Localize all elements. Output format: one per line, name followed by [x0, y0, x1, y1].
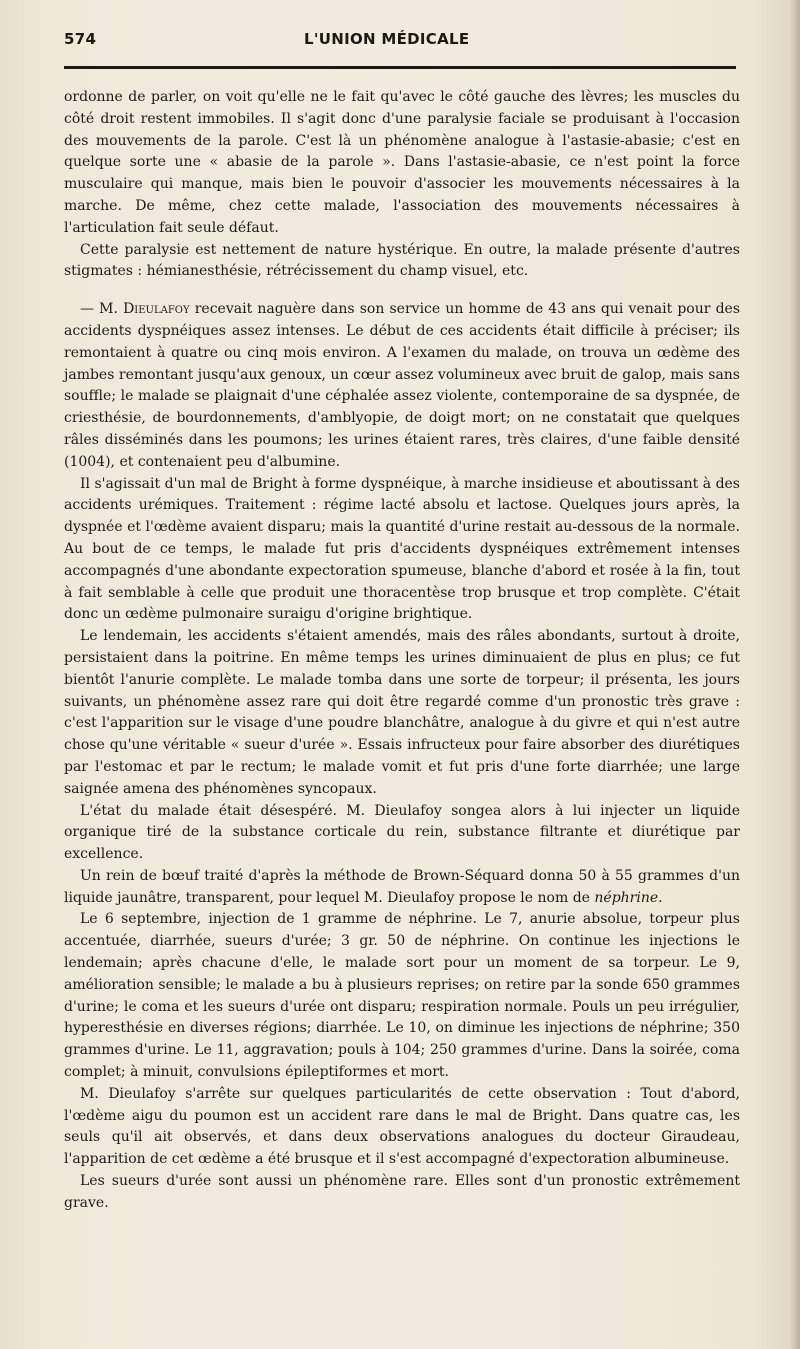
paragraph-2: Cette paralysie est nettement de nature hystérique. En outre, la malade présente d'autres stigmates : hémianesthésie, rétrécissement du champ visuel, etc.	[64, 241, 740, 280]
paragraph-6: L'état du malade était désespéré. M. Dieulafoy songea alors à lui injecter un liquide organique tiré de la substance corticale du rein, substance filtrante et diurétique par excellence.	[64, 802, 740, 863]
header-rule	[64, 66, 736, 69]
paragraph-4: Il s'agissait d'un mal de Bright à forme dyspnéique, à marche insidieuse et aboutissant à des accidents urémiques. Traitement : régime lacté absolu et lactose. Quelques jours après, la dyspnée et l'œdème avaient disparu; mais la quantité d'urine restait au-dessous de la normale. Au bout de ce temps, le malade fut pris d'accidents dyspnéiques extrêmement intenses accompagnés d'une abondante expectoration spumeuse, blanche d'abord et rosée à la fin, tout à fait semblable à celle que produit une thoracentèse trop brusque et trop complète. C'était donc un œdème pulmonaire suraigu d'origine brightique.	[64, 475, 740, 623]
paragraph-5: Le lendemain, les accidents s'étaient amendés, mais des râles abondants, surtout à droite, persistaient dans la poitrine. En même temps les urines diminuaient de plus en plus; ce fut bientôt l'anurie complète. Le malade tomba dans une sorte de torpeur; il présenta, les jours suivants, un phénomène assez rare qui doit être regardé comme d'un pronostic très grave : c'est l'apparition sur le visage d'une poudre blanchâtre, analogue à du givre et qui n'est autre chose qu'une véritable « sueur d'urée ». Essais infructeux pour faire absorber des diurétiques par l'estomac et par le rectum; le malade vomit et fut pris d'une forte diarrhée; une large saignée amena des phénomènes syncopaux.	[64, 628, 740, 797]
paragraph-7: Un rein de bœuf traité d'après la méthode de Brown-Séquard donna 50 à 55 grammes d'un liquide jaunâtre, transparent, pour lequel M. Dieulafoy propose le nom de néphrine.	[64, 867, 740, 906]
paragraph-1: ordonne de parler, on voit qu'elle ne le fait qu'avec le côté gauche des lèvres; les muscles du côté droit restent immobiles. Il s'agit donc d'une paralysie faciale se produisant à l'occasion des mouvements de la parole. C'est là un phénomène analogue à l'astasie-abasie; c'est en quelque sorte une « abasie de la parole ». Dans l'astasie-abasie, ce n'est point la force musculaire qui manque, mais bien le pouvoir d'associer les mouvements nécessaires à la marche. De même, chez cette malade, l'association des mouvements nécessaires à l'articulation fait seule défaut.	[64, 89, 740, 236]
author-name: Dieulafoy	[123, 301, 190, 318]
paragraph-9: M. Dieulafoy s'arrête sur quelques particularités de cette observation : Tout d'abord, l'œdème aigu du poumon est un accident rare dans le mal de Bright. Dans quatre cas, les seuls qu'il ait observés, et dans deux observations analogues du docteur Giraudeau, l'apparition de cet œdème a été brusque et il s'est accompagné d'expectoration albumineuse.	[64, 1085, 740, 1168]
article-body	[64, 87, 740, 1215]
paragraph-10: Les sueurs d'urée sont aussi un phénomène rare. Elles sont d'un pronostic extrêmement grave.	[64, 1173, 740, 1211]
italic-term: néphrine	[594, 889, 659, 906]
page-header	[64, 30, 764, 54]
running-title: L'UNION MÉDICALE	[304, 30, 470, 48]
page-number: 574	[64, 30, 97, 48]
page-edge-shadow	[790, 0, 800, 1349]
paragraph-8: Le 6 septembre, injection de 1 gramme de néphrine. Le 7, anurie absolue, torpeur plus accentuée, diarrhée, sueurs d'urée; 3 gr. 50 de néphrine. On continue les injections le lendemain; après chacune d'elle, le malade sort pour un moment de sa torpeur. Le 9, amélioration sensible; le malade a bu à plusieurs reprises; on retire par la sonde 650 grammes d'urine; le coma et les sueurs d'urée ont disparu; respiration normale. Pouls un peu irrégulier, hyperesthésie en diverses régions; diarrhée. Le 10, on diminue les injections de néphrine; 350 grammes d'urine. Le 11, aggravation; pouls à 104; 250 grammes d'urine. Dans la soirée, coma complet; à minuit, convulsions épileptiformes et mort.	[64, 911, 740, 1081]
paragraph-3: — M. Dieulafoy recevait naguère dans son service un homme de 43 ans qui venait pour des accidents dyspnéiques assez intenses. Le début de ces accidents était difficile à préciser; ils remontaient à quatre ou cinq mois environ. A l'examen du malade, on trouva un œdème des jambes remontant jusqu'aux genoux, un cœur assez volumineux avec bruit de galop, mais sans souffle; le malade se plaignait d'une céphalée assez violente, contemporaine de sa dyspnée, de criesthésie, de bourdonnements, d'amblyopie, de doigt mort; on ne constatait que quelques râles disséminés dans les poumons; les urines étaient rares, très claires, d'une faible densité (1004), et contenaient peu d'albumine.	[64, 301, 741, 470]
